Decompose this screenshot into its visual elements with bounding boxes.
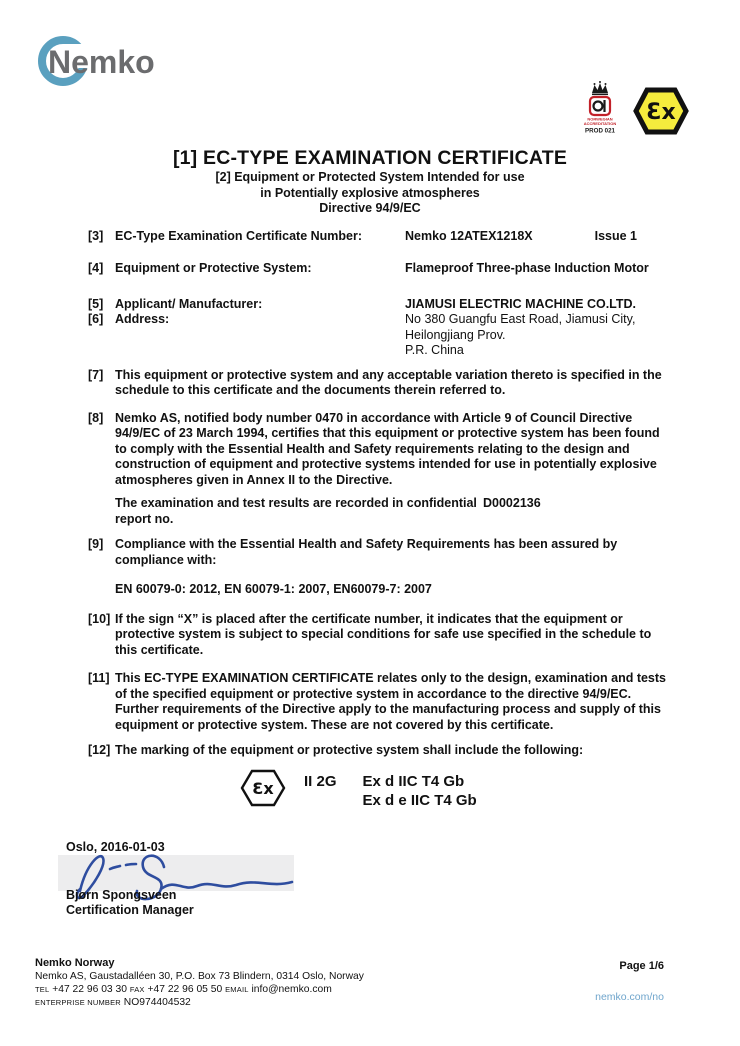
certificate-subtitle-3: Directive 94/9/EC [319,201,421,215]
email-address: info@nemko.com [251,984,332,995]
place-and-date: Oslo, 2016-01-03 [66,840,165,854]
marking-code-2: Ex d e IIC T4 Gb [362,792,477,809]
clause-7-text: This equipment or protective system and any acceptable variation thereto is specified in the schedule to this certificate and the documents therein referred to. [115,367,662,397]
marking-block [240,767,740,811]
nemko-logo-text: Nemko [48,44,155,80]
applicant-label: Applicant/ Manufacturer: [115,296,263,311]
email-label: EMAIL [225,985,249,994]
clause-num-8: [8] [88,410,104,425]
clause-11 [0,671,740,733]
fax-number: +47 22 96 05 50 [147,984,223,995]
marking-group: II 2G [304,772,337,790]
certificate-title: [1] EC-TYPE EXAMINATION CERTIFICATE [172,147,568,169]
fields-block [0,229,740,359]
certificate-number-value: Nemko 12ATEX1218X [405,228,533,243]
address-label: Address: [115,312,170,326]
enterprise-label: ENTERPRISE NUMBER [35,998,121,1007]
page-number: Page 1/6 [619,960,664,972]
clause-num-6: [6] [88,312,104,326]
clause-num-12: [12] [88,743,111,757]
clause-10 [0,612,740,659]
clause-7 [0,368,740,399]
atex-ex-symbol: Ɛx [646,100,676,125]
footer-company-block [35,956,364,1009]
clause-num-9: [9] [88,537,104,551]
norwegian-accreditation-icon [578,80,622,136]
address-line-2: Heilongjiang Prov. [405,327,506,342]
field-certificate-number [0,229,740,245]
standards-list: EN 60079-0: 2012, EN 60079-1: 2007, EN60079-7: 2007 [115,582,432,596]
enterprise-number: NO974404532 [123,997,191,1008]
clause-8-text: Nemko AS, notified body number 0470 in accordance with Article 9 of Council Directive 94/9/EC of 23 March 1994, certifies that this equipment or protective system has been found to comply with the Essential Health and Safety requirements relating to the design and construction of equipment and protective systems intended for use in potentially explosive atmospheres given in Annex II to the Directive. [115,410,660,487]
clause-12 [0,743,740,759]
clause-9 [0,537,740,598]
accreditation-text-1: NORWEGIAN [587,116,613,122]
certificate-body [0,146,740,811]
footer-contact-line [35,983,364,996]
clause-11-paragraph-1: This EC-TYPE EXAMINATION CERTIFICATE relates only to the design, examination and tests of the specified equipment or protective system in accordance to the directive 94/9/EC. [115,671,667,701]
applicant-value: JIAMUSI ELECTRIC MACHINE CO.LTD. [405,296,637,311]
tel-number: +47 22 96 03 30 [52,984,127,995]
marking-code-1: Ex d IIC T4 Gb [362,772,465,790]
field-equipment [0,261,740,277]
nemko-logo-icon [33,30,155,90]
clause-10-text: If the sign “X” is placed after the certificate number, it indicates that the equipment or protective system is subject to special conditions for safe use specified in the schedule to this certificate. [115,611,652,657]
clause-num-4: [4] [88,261,104,275]
address-line-1: No 380 Guangfu East Road, Jiamusi City, [405,312,636,326]
clause-12-text: The marking of the equipment or protective system shall include the following: [115,743,584,757]
clause-9-text: Compliance with the Essential Health and Safety Requirements has been assured by compliance with: [115,537,618,567]
signoff-block [0,840,740,930]
clause-num-7: [7] [88,367,104,382]
field-applicant [0,297,740,313]
equipment-value: Flameproof Three-phase Induction Motor [405,261,649,275]
field-address [0,312,740,359]
certification-marks [578,80,690,136]
clause-11-paragraph-2: Further requirements of the Directive apply to the manufacturing process and supply of this equipment or protective system. These are not covered by this certificate. [115,702,661,732]
website-link[interactable]: nemko.com/no [595,991,664,1003]
certificate-number-label: EC-Type Examination Certificate Number: [115,228,363,243]
footer-enterprise-line [35,996,364,1009]
report-row [115,496,673,527]
report-label-line-1: The examination and test results are recorded in confidential [115,496,477,510]
accreditation-text-3: PROD 021 [585,127,615,135]
ex-outline-symbol: Ɛx [252,778,274,798]
signer-role: Certification Manager [66,903,194,917]
title-block [0,146,740,217]
clause-num-5: [5] [88,296,104,311]
footer-address: Nemko AS, Gaustadalléen 30, P.O. Box 73 Blindern, 0314 Oslo, Norway [35,971,364,982]
atex-ex-icon [632,86,690,136]
fax-label: FAX [129,985,145,994]
clause-8 [0,411,740,528]
equipment-label: Equipment or Protective System: [115,261,312,275]
report-number: D0002136 [483,496,541,510]
footer-company-name: Nemko Norway [35,957,115,969]
certificate-subtitle-2: in Potentially explosive atmospheres [260,185,480,200]
clause-num-3: [3] [88,228,104,243]
ex-outline-hexagon-icon [240,769,286,807]
tel-label: TEL [35,985,50,994]
accreditation-text-2: ACCREDITATION [583,121,617,126]
report-label-line-2: report no. [115,511,174,526]
clause-num-11: [11] [88,671,110,685]
nemko-logo [33,30,155,95]
certificate-subtitle-1: [2] Equipment or Protected System Intended for use [215,170,525,184]
address-line-3: P.R. China [405,343,464,357]
signer-name: Bjørn Spongsveen [66,888,177,902]
issue-number: Issue 1 [594,228,637,243]
clause-num-10: [10] [88,611,111,626]
